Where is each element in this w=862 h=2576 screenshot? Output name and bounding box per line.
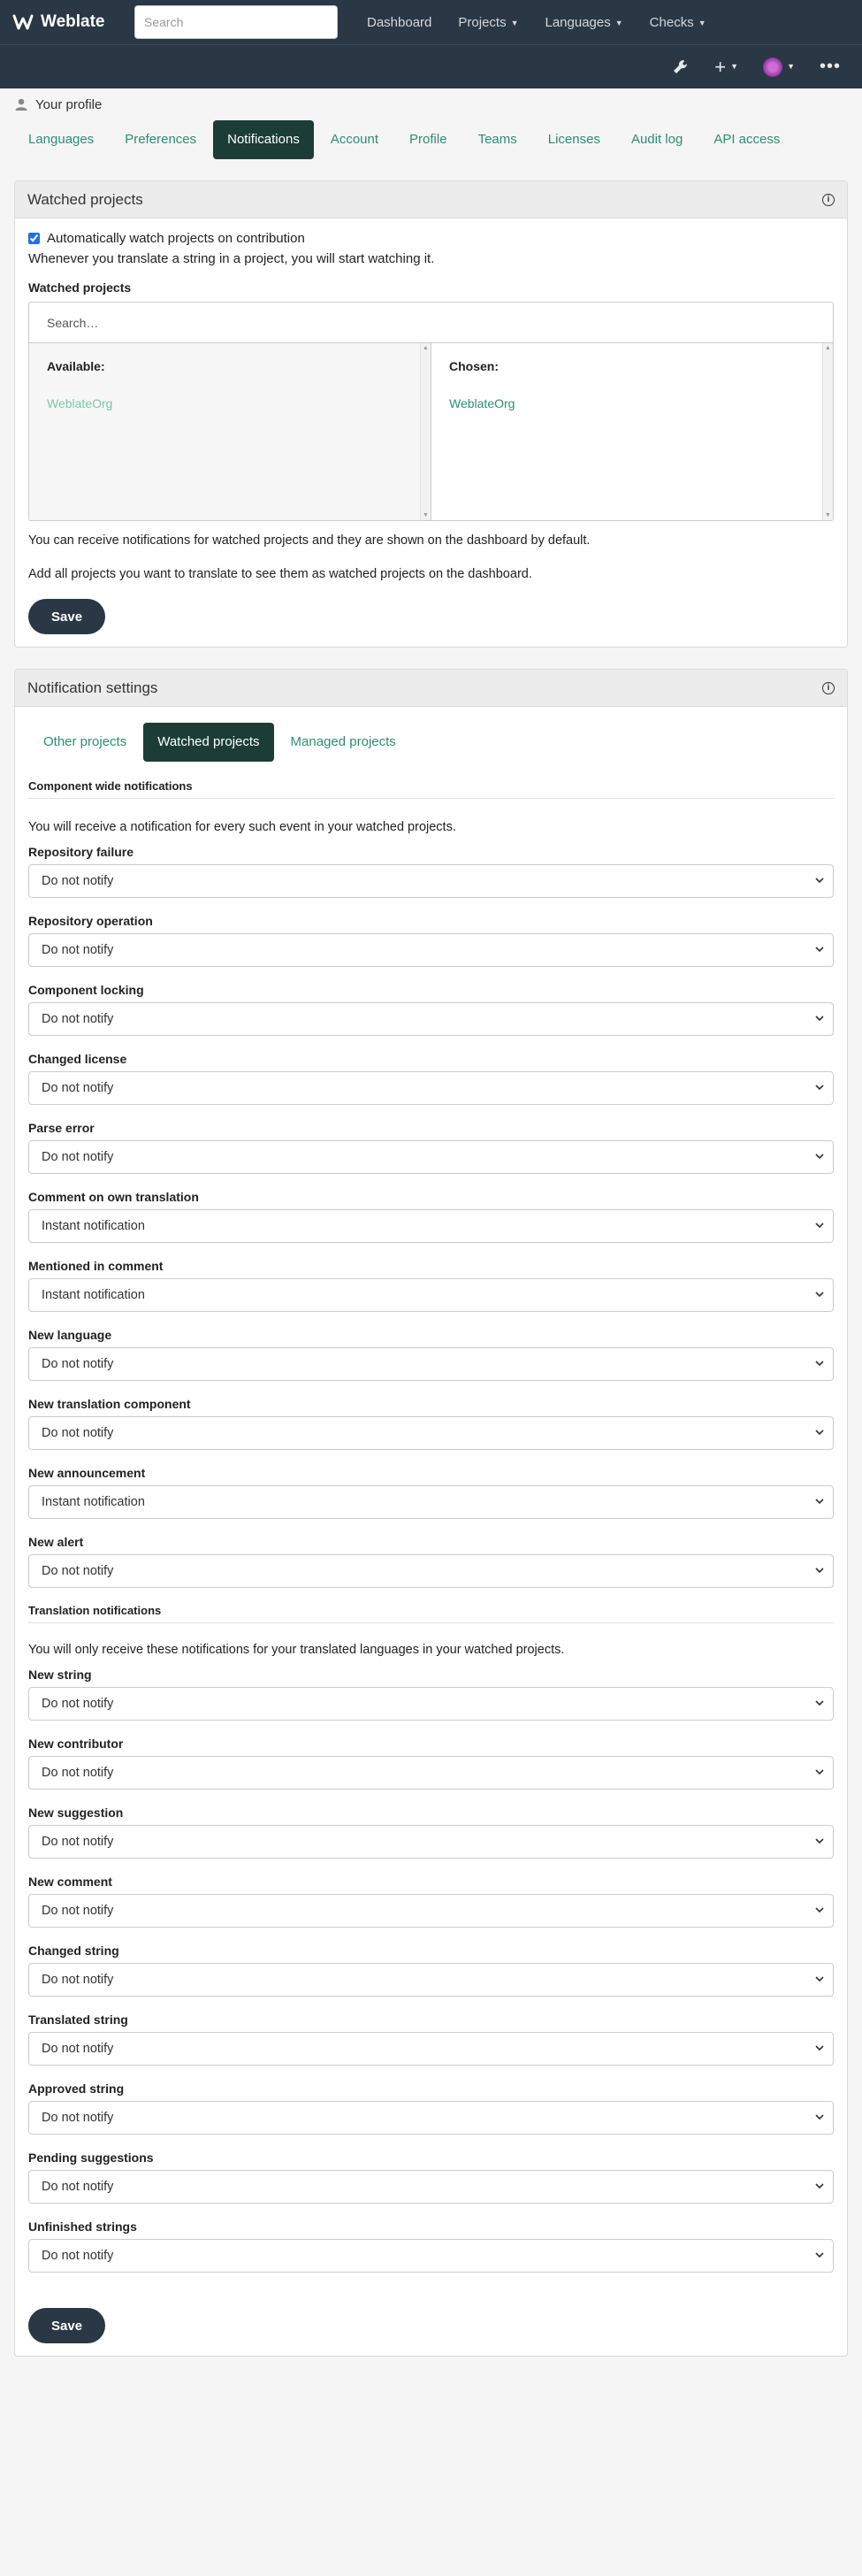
notification-setting-new-translation-component [28, 1397, 834, 1450]
new-translation-component-select[interactable] [28, 1416, 834, 1450]
multiselect-search-input[interactable] [29, 303, 833, 343]
chevron-down-icon [815, 1083, 824, 1093]
tab-notifications[interactable] [213, 120, 314, 159]
tools-button[interactable] [672, 58, 690, 76]
watched-projects-panel [14, 180, 848, 648]
watched-help-2: Add all projects you want to translate to see them as watched projects on the dashboard. [28, 567, 532, 581]
add-menu-button[interactable] [714, 56, 738, 79]
select-value: Do not notify [42, 1766, 114, 1780]
repository-operation-select[interactable] [28, 933, 834, 967]
notification-setting-new-string [28, 1668, 834, 1721]
search-input[interactable] [134, 5, 338, 39]
project-multiselect [28, 302, 834, 521]
setting-label: Changed string [28, 1944, 119, 1958]
nav-languages-label: Languages [545, 14, 611, 30]
profile-tabs [0, 120, 862, 161]
select-value: Instant notification [42, 1495, 145, 1509]
notification-setting-comment-on-own-translation [28, 1190, 834, 1243]
component-notification-list [28, 845, 834, 1588]
setting-label: Comment on own translation [28, 1190, 199, 1204]
setting-label: Translated string [28, 2012, 128, 2027]
notification-setting-translated-string [28, 2012, 834, 2066]
nav-checks[interactable] [637, 15, 720, 30]
info-icon[interactable]: i [822, 194, 835, 206]
notification-setting-repository-operation [28, 914, 834, 967]
notification-setting-new-language [28, 1328, 834, 1381]
caret-down-icon: ▼ [698, 18, 706, 27]
tab-label: Managed projects [290, 734, 396, 749]
select-value: Do not notify [42, 1426, 114, 1440]
mentioned-in-comment-select[interactable] [28, 1278, 834, 1312]
notification-setting-new-alert [28, 1535, 834, 1588]
tab-profile[interactable] [395, 120, 462, 159]
nav-checks-label: Checks [649, 14, 694, 30]
chevron-down-icon [815, 2250, 824, 2261]
tab-watched-projects[interactable] [143, 723, 273, 762]
user-menu-button[interactable] [763, 58, 795, 77]
multiselect-search-placeholder: Search… [47, 315, 99, 330]
component-locking-select[interactable] [28, 1002, 834, 1036]
chevron-down-icon [815, 1974, 824, 1985]
available-item[interactable]: WeblateOrg [47, 396, 113, 410]
watched-help-1: You can receive notifications for watched projects and they are shown on the dashboard by default. [28, 533, 591, 548]
tab-label: API access [713, 132, 781, 147]
top-navbar [0, 0, 862, 88]
chevron-down-icon [815, 1014, 824, 1024]
wrench-icon [672, 58, 690, 76]
chevron-down-icon [815, 1152, 824, 1162]
select-value: Do not notify [42, 1081, 114, 1095]
setting-label: Mentioned in comment [28, 1259, 164, 1273]
setting-label: New announcement [28, 1466, 146, 1480]
save-watched-button[interactable]: Save [28, 599, 105, 634]
notification-setting-component-locking [28, 983, 834, 1036]
setting-label: New language [28, 1328, 112, 1342]
new-contributor-select[interactable] [28, 1756, 834, 1790]
select-value: Do not notify [42, 1564, 114, 1578]
more-menu-button[interactable] [820, 57, 841, 77]
notification-setting-new-suggestion [28, 1806, 834, 1859]
setting-label: Unfinished strings [28, 2220, 137, 2234]
chevron-down-icon [815, 1221, 824, 1231]
tab-label: Licenses [547, 132, 600, 147]
notification-setting-repository-failure [28, 845, 834, 898]
nav-dashboard-label: Dashboard [367, 14, 432, 30]
chevron-down-icon [815, 1566, 824, 1576]
notification-setting-changed-string [28, 1944, 834, 1997]
new-announcement-select[interactable] [28, 1485, 834, 1519]
select-value: Do not notify [42, 943, 114, 957]
chevron-down-icon [815, 1428, 824, 1438]
notification-scope-tabs [15, 707, 847, 769]
weblate-logo-icon [12, 13, 34, 31]
comment-on-own-translation-select[interactable] [28, 1209, 834, 1243]
brand-label: Weblate [41, 12, 105, 31]
select-value: Instant notification [42, 1219, 145, 1233]
notification-setting-new-announcement [28, 1466, 834, 1519]
new-alert-select[interactable] [28, 1554, 834, 1588]
nav-dashboard[interactable] [354, 15, 445, 30]
chevron-down-icon [815, 1290, 824, 1300]
translated-string-select[interactable] [28, 2032, 834, 2066]
tab-licenses[interactable] [534, 120, 614, 159]
component-section-desc: You will receive a notification for every such event in your watched projects. [28, 820, 456, 834]
notification-setting-new-comment [28, 1874, 834, 1928]
caret-down-icon: ▼ [730, 61, 739, 71]
setting-label: Changed license [28, 1052, 127, 1066]
chevron-down-icon [815, 1836, 824, 1847]
available-title: Available: [47, 359, 105, 373]
select-value: Do not notify [42, 1697, 114, 1711]
parse-error-select[interactable] [28, 1140, 834, 1174]
info-icon[interactable]: i [822, 682, 835, 694]
pending-suggestions-select[interactable] [28, 2170, 834, 2204]
search-placeholder: Search [144, 15, 184, 29]
breadcrumb [0, 88, 862, 120]
tab-label: Languages [28, 132, 95, 147]
setting-label: Repository operation [28, 914, 153, 928]
approved-string-select[interactable] [28, 2101, 834, 2135]
chevron-down-icon [815, 945, 824, 955]
notification-setting-mentioned-in-comment [28, 1259, 834, 1312]
nav-projects[interactable] [445, 15, 531, 30]
chevron-down-icon [815, 1905, 824, 1916]
panel-title: Watched projects [27, 190, 143, 208]
auto-watch-label: Automatically watch projects on contribution [47, 231, 305, 246]
tab-other-projects[interactable] [29, 723, 141, 762]
setting-label: New contributor [28, 1736, 124, 1751]
nav-projects-label: Projects [458, 14, 507, 30]
tab-preferences[interactable] [111, 120, 210, 159]
notification-setting-pending-suggestions [28, 2150, 834, 2204]
watched-projects-label: Watched projects [28, 280, 132, 295]
tab-managed-projects[interactable] [277, 723, 410, 762]
setting-label: Component locking [28, 983, 144, 997]
ellipsis-icon: ••• [819, 57, 841, 76]
chevron-down-icon [815, 1767, 824, 1778]
changed-string-select[interactable] [28, 1963, 834, 1997]
plus-icon: + [714, 55, 727, 78]
caret-down-icon: ▼ [510, 18, 519, 27]
notification-setting-new-contributor [28, 1736, 834, 1790]
component-section-title: Component wide notifications [28, 779, 834, 799]
changed-license-select[interactable] [28, 1071, 834, 1105]
notification-settings-panel [14, 669, 848, 2357]
available-scrollbar[interactable] [420, 343, 431, 520]
tab-label: Profile [409, 132, 447, 147]
new-comment-select[interactable] [28, 1894, 834, 1928]
translation-notification-list [28, 1668, 834, 2273]
new-language-select[interactable] [28, 1347, 834, 1381]
setting-label: Parse error [28, 1121, 95, 1135]
tab-label: Other projects [43, 734, 127, 749]
select-value: Do not notify [42, 1357, 114, 1371]
select-value: Do not notify [42, 2111, 114, 2125]
available-list[interactable] [29, 343, 431, 520]
chevron-down-icon [815, 2043, 824, 2054]
auto-watch-help: Whenever you translate a string in a project, you will start watching it. [28, 251, 435, 266]
setting-label: New string [28, 1668, 92, 1682]
panel-title: Notification settings [27, 678, 158, 696]
caret-down-icon: ▼ [614, 18, 623, 27]
setting-label: New comment [28, 1874, 112, 1889]
tab-label: Notifications [227, 132, 300, 147]
unfinished-strings-select[interactable] [28, 2239, 834, 2273]
setting-label: Repository failure [28, 845, 134, 859]
auto-watch-checkbox-row[interactable] [28, 231, 834, 246]
tab-api-access[interactable] [699, 120, 794, 159]
tab-label: Account [330, 132, 379, 147]
user-icon [14, 97, 28, 111]
repository-failure-select[interactable] [28, 864, 834, 898]
chosen-scrollbar[interactable] [822, 343, 833, 520]
tab-label: Preferences [125, 132, 197, 147]
setting-label: New alert [28, 1535, 84, 1549]
chevron-down-icon [815, 2181, 824, 2192]
select-value: Instant notification [42, 1288, 145, 1302]
tab-label: Audit log [630, 132, 683, 147]
new-string-select[interactable] [28, 1687, 834, 1721]
select-value: Do not notify [42, 874, 114, 888]
select-value: Do not notify [42, 2249, 114, 2263]
select-value: Do not notify [42, 1012, 114, 1026]
caret-down-icon: ▼ [787, 61, 795, 71]
chevron-down-icon [815, 2112, 824, 2123]
notification-setting-changed-license [28, 1052, 834, 1105]
tab-languages[interactable] [14, 120, 108, 159]
tab-teams[interactable] [464, 120, 531, 159]
new-suggestion-select[interactable] [28, 1825, 834, 1859]
chosen-title: Chosen: [449, 359, 499, 373]
chosen-list[interactable] [431, 343, 833, 520]
notification-setting-unfinished-strings [28, 2220, 834, 2273]
setting-label: Pending suggestions [28, 2150, 154, 2165]
select-value: Do not notify [42, 1973, 114, 1987]
translation-section-title: Translation notifications [28, 1604, 834, 1623]
chevron-down-icon [815, 876, 824, 886]
select-value: Do not notify [42, 1904, 114, 1918]
brand-link[interactable] [12, 12, 134, 32]
translation-section-desc: You will only receive these notifications for your translated languages in your watched projects. [28, 1643, 565, 1657]
chosen-item[interactable]: WeblateOrg [449, 396, 515, 410]
notification-setting-parse-error [28, 1121, 834, 1174]
tab-label: Teams [477, 132, 517, 147]
tab-account[interactable] [317, 120, 393, 159]
tab-audit-log[interactable] [617, 120, 697, 159]
select-value: Do not notify [42, 2180, 114, 2194]
chevron-down-icon [815, 1359, 824, 1369]
notification-setting-approved-string [28, 2082, 834, 2135]
avatar [763, 58, 782, 77]
select-value: Do not notify [42, 1835, 114, 1849]
setting-label: New suggestion [28, 1806, 124, 1820]
setting-label: New translation component [28, 1397, 191, 1411]
auto-watch-checkbox[interactable] [28, 233, 40, 244]
chevron-down-icon [815, 1497, 824, 1507]
page-title: Your profile [35, 96, 103, 112]
setting-label: Approved string [28, 2082, 125, 2096]
nav-languages[interactable] [532, 15, 637, 30]
chevron-down-icon [815, 1698, 824, 1709]
tab-label: Watched projects [157, 734, 260, 749]
select-value: Do not notify [42, 1150, 114, 1164]
save-notifications-button[interactable]: Save [28, 2308, 105, 2343]
select-value: Do not notify [42, 2042, 114, 2056]
